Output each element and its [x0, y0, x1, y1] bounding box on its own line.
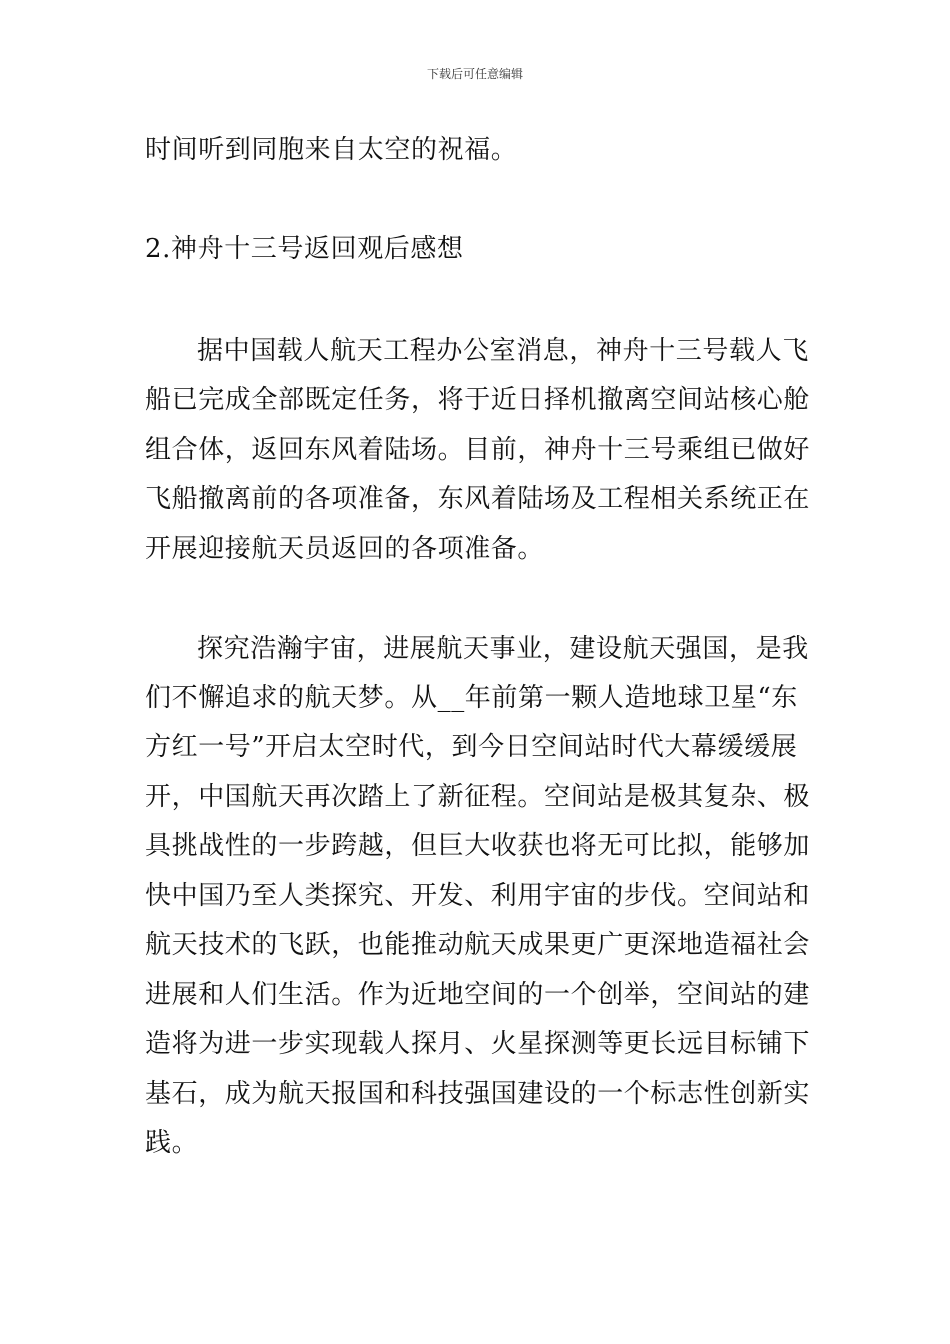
body-line: 船已完成全部既定任务，将于近日择机撤离空间站核心舱 [145, 385, 811, 415]
body-line: 具挑战性的一步跨越，但巨大收获也将无可比拟，能够加 [145, 831, 811, 861]
body-line: 飞船撤离前的各项准备，东风着陆场及工程相关系统正在 [145, 484, 811, 514]
body-line: 据中国载人航天工程办公室消息，神舟十三号载人飞 [197, 336, 809, 366]
body-line: 开展迎接航天员返回的各项准备。 [145, 534, 545, 564]
download-note: 下载后可任意编辑 [426, 67, 523, 81]
body-line: 组合体，返回东风着陆场。目前，神舟十三号乘组已做好 [145, 435, 811, 465]
body-line: 践。 [145, 1128, 199, 1158]
section-heading: 2.神舟十三号返回观后感想 [145, 234, 464, 264]
body-line: 探究浩瀚宇宙，进展航天事业，建设航天强国，是我 [197, 634, 809, 664]
body-line: 基石，成为航天报国和科技强国建设的一个标志性创新实 [145, 1079, 811, 1109]
body-line: 航天技术的飞跃，也能推动航天成果更广更深地造福社会 [145, 930, 811, 960]
body-line: 造将为进一步实现载人探月、火星探测等更长远目标铺下 [145, 1029, 811, 1059]
body-line: 方红一号”开启太空时代，到今日空间站时代大幕缓缓展 [145, 732, 798, 762]
body-line: 快中国乃至人类探究、开发、利用宇宙的步伐。空间站和 [145, 881, 811, 911]
body-line: 们不懈追求的航天梦。从__年前第一颗人造地球卫星“东 [145, 683, 798, 713]
body-line: 时间听到同胞来自太空的祝福。 [145, 135, 518, 165]
body-line: 开，中国航天再次踏上了新征程。空间站是极其复杂、极 [145, 782, 811, 812]
body-line: 进展和人们生活。作为近地空间的一个创举，空间站的建 [145, 980, 811, 1010]
